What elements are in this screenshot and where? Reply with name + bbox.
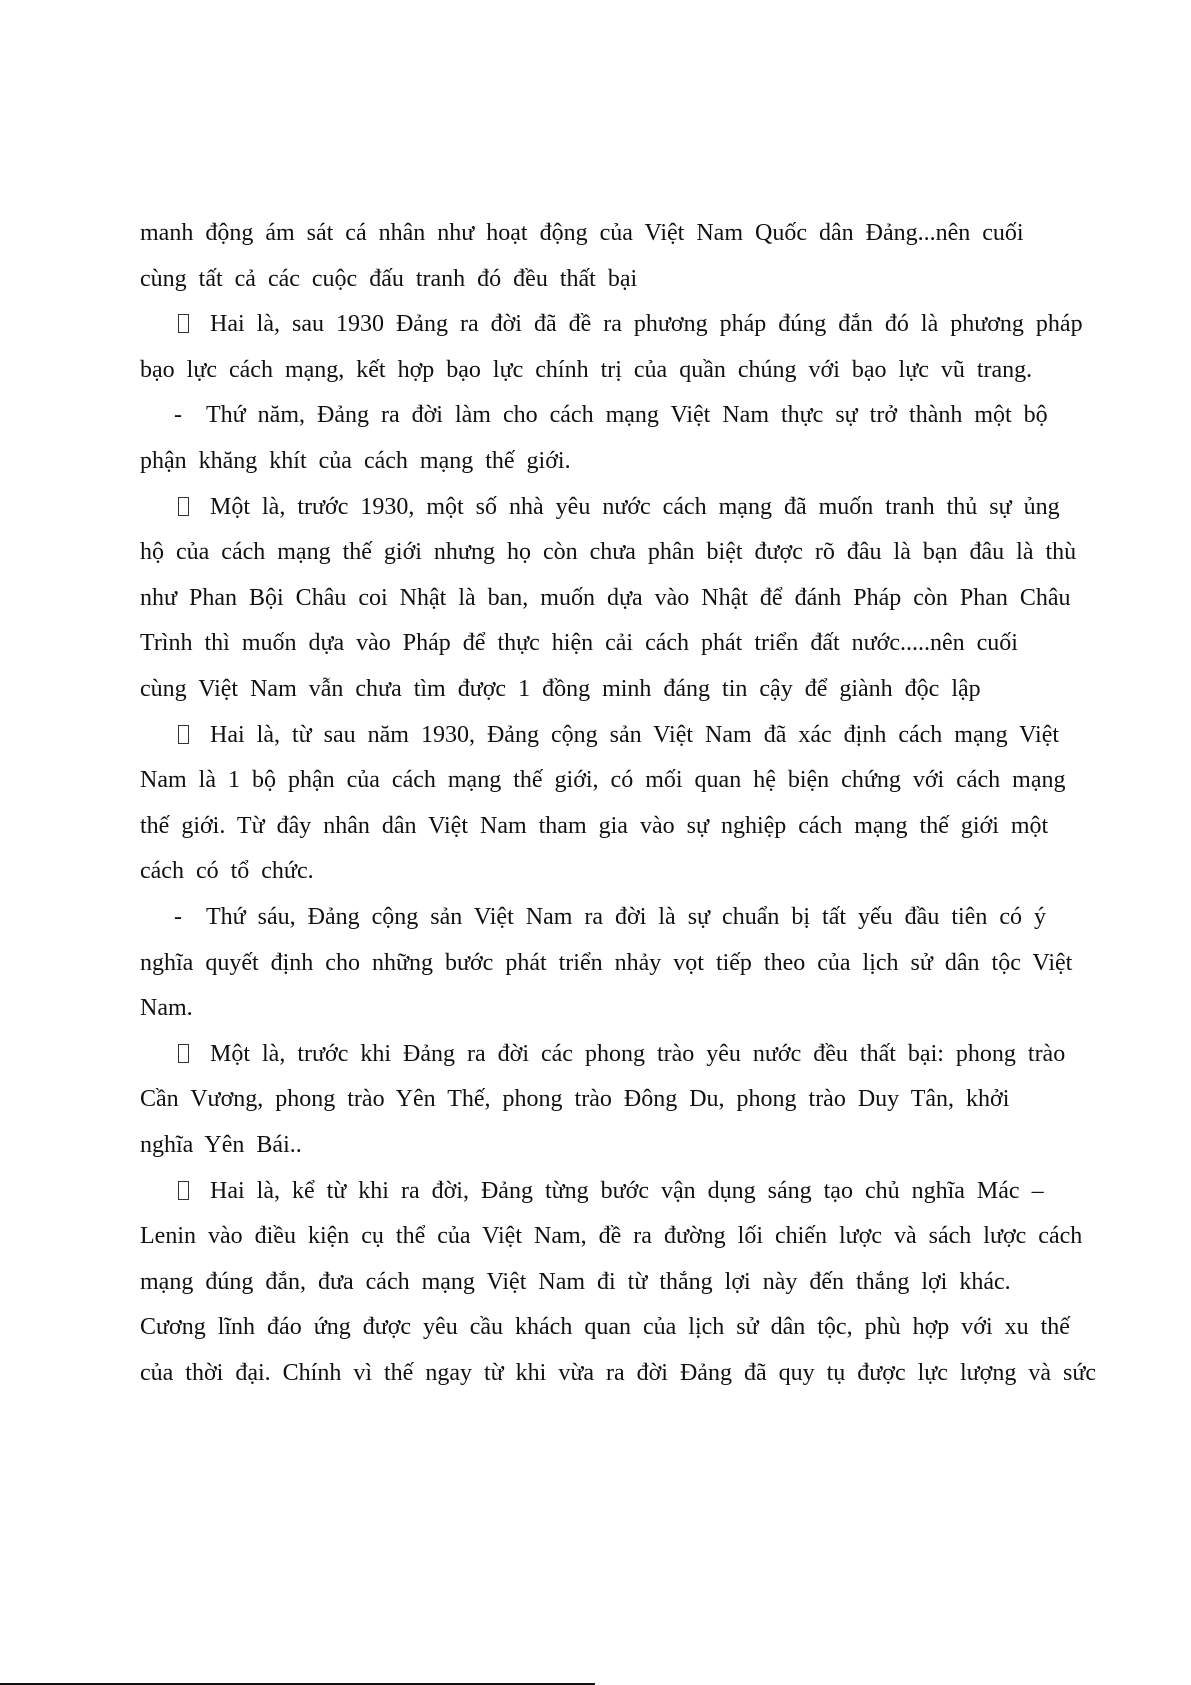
line-text: Trình thì muốn dựa vào Pháp để thực hiện cải cách phát triển đất nước.....nên cuối <box>140 630 1018 656</box>
paragraph-line <box>140 856 314 886</box>
line-text: cùng Việt Nam vẫn chưa tìm được 1 đồng minh đáng tin cậy để giành độc lập <box>140 676 981 702</box>
line-text: Cương lĩnh đáo ứng được yêu cầu khách quan của lịch sử dân tộc, phù hợp với xu thế <box>140 1314 1070 1340</box>
dash-line <box>174 400 1048 430</box>
line-text: cùng tất cả các cuộc đấu tranh đó đều thất bại <box>140 266 638 292</box>
line-text: Hai là, sau 1930 Đảng ra đời đã đề ra phương pháp đúng đắn đó là phương pháp <box>210 311 1083 337</box>
line-text: thế giới. Từ đây nhân dân Việt Nam tham gia vào sự nghiệp cách mạng thế giới một <box>140 813 1049 839</box>
paragraph-line <box>140 811 1048 841</box>
paragraph-line <box>140 218 1024 248</box>
paragraph-line <box>140 1221 1082 1251</box>
bullet-line <box>178 309 1083 339</box>
bullet-marker-icon <box>178 1039 210 1069</box>
paragraph-line <box>140 355 1032 385</box>
line-text: Thứ sáu, Đảng cộng sản Việt Nam ra đời là sự chuẩn bị tất yếu đầu tiên có ý <box>206 904 1046 930</box>
line-text: hộ của cách mạng thế giới nhưng họ còn chưa phân biệt được rõ đâu là bạn đâu là thù <box>140 539 1077 565</box>
paragraph-line <box>140 264 637 294</box>
bullet-marker-icon <box>178 1176 210 1206</box>
line-text: Một là, trước 1930, một số nhà yêu nước cách mạng đã muốn tranh thủ sự ủng <box>210 494 1060 520</box>
line-text: manh động ám sát cá nhân như hoạt động của Việt Nam Quốc dân Đảng...nên cuối <box>140 220 1024 246</box>
paragraph-line <box>140 628 1018 658</box>
paragraph-line <box>140 446 571 476</box>
dash-marker: - <box>174 904 182 930</box>
bullet-line <box>178 1039 1065 1069</box>
dash-marker: - <box>174 402 182 428</box>
paragraph-line <box>140 1130 302 1160</box>
paragraph-line <box>140 1267 1011 1297</box>
line-text: bạo lực cách mạng, kết hợp bạo lực chính trị của quần chúng với bạo lực vũ trang. <box>140 357 1033 383</box>
paragraph-line <box>140 765 1065 795</box>
line-text: Một là, trước khi Đảng ra đời các phong trào yêu nước đều thất bại: phong trào <box>210 1041 1066 1067</box>
line-text: của thời đại. Chính vì thế ngay từ khi vừa ra đời Đảng đã quy tụ được lực lượng và sức <box>140 1360 1096 1386</box>
paragraph-line <box>140 583 1071 613</box>
line-text: phận khăng khít của cách mạng thế giới. <box>140 448 571 474</box>
paragraph-line <box>140 993 193 1023</box>
line-text: nghĩa Yên Bái.. <box>140 1132 302 1158</box>
paragraph-line <box>140 1312 1070 1342</box>
paragraph-line <box>140 1084 1009 1114</box>
line-text: nghĩa quyết định cho những bước phát triển nhảy vọt tiếp theo của lịch sử dân tộc Việt <box>140 950 1073 976</box>
line-text: Nam là 1 bộ phận của cách mạng thế giới, có mối quan hệ biện chứng với cách mạng <box>140 767 1066 793</box>
bullet-marker-icon <box>178 492 210 522</box>
line-text: như Phan Bội Châu coi Nhật là ban, muốn dựa vào Nhật để đánh Pháp còn Phan Châu <box>140 585 1071 611</box>
line-text: Thứ năm, Đảng ra đời làm cho cách mạng Việt Nam thực sự trở thành một bộ <box>206 402 1048 428</box>
line-text: Hai là, từ sau năm 1930, Đảng cộng sản Việt Nam đã xác định cách mạng Việt <box>210 722 1060 748</box>
paragraph-line <box>140 1358 1096 1388</box>
dash-line <box>174 902 1046 932</box>
bullet-marker-icon <box>178 720 210 750</box>
paragraph-line <box>140 537 1076 567</box>
line-text: cách có tổ chức. <box>140 858 314 884</box>
bullet-line <box>178 720 1059 750</box>
paragraph-line <box>140 948 1072 978</box>
line-text: mạng đúng đắn, đưa cách mạng Việt Nam đi từ thắng lợi này đến thắng lợi khác. <box>140 1269 1011 1295</box>
paragraph-line <box>140 674 981 704</box>
line-text: Nam. <box>140 995 193 1021</box>
bullet-marker-icon <box>178 309 210 339</box>
line-text: Hai là, kể từ khi ra đời, Đảng từng bước vận dụng sáng tạo chủ nghĩa Mác – <box>210 1178 1044 1204</box>
bullet-line <box>178 492 1060 522</box>
bullet-line <box>178 1176 1044 1206</box>
line-text: Cần Vương, phong trào Yên Thế, phong trào Đông Du, phong trào Duy Tân, khởi <box>140 1086 1010 1112</box>
line-text: Lenin vào điều kiện cụ thể của Việt Nam, đề ra đường lối chiến lược và sách lược cách <box>140 1223 1083 1249</box>
